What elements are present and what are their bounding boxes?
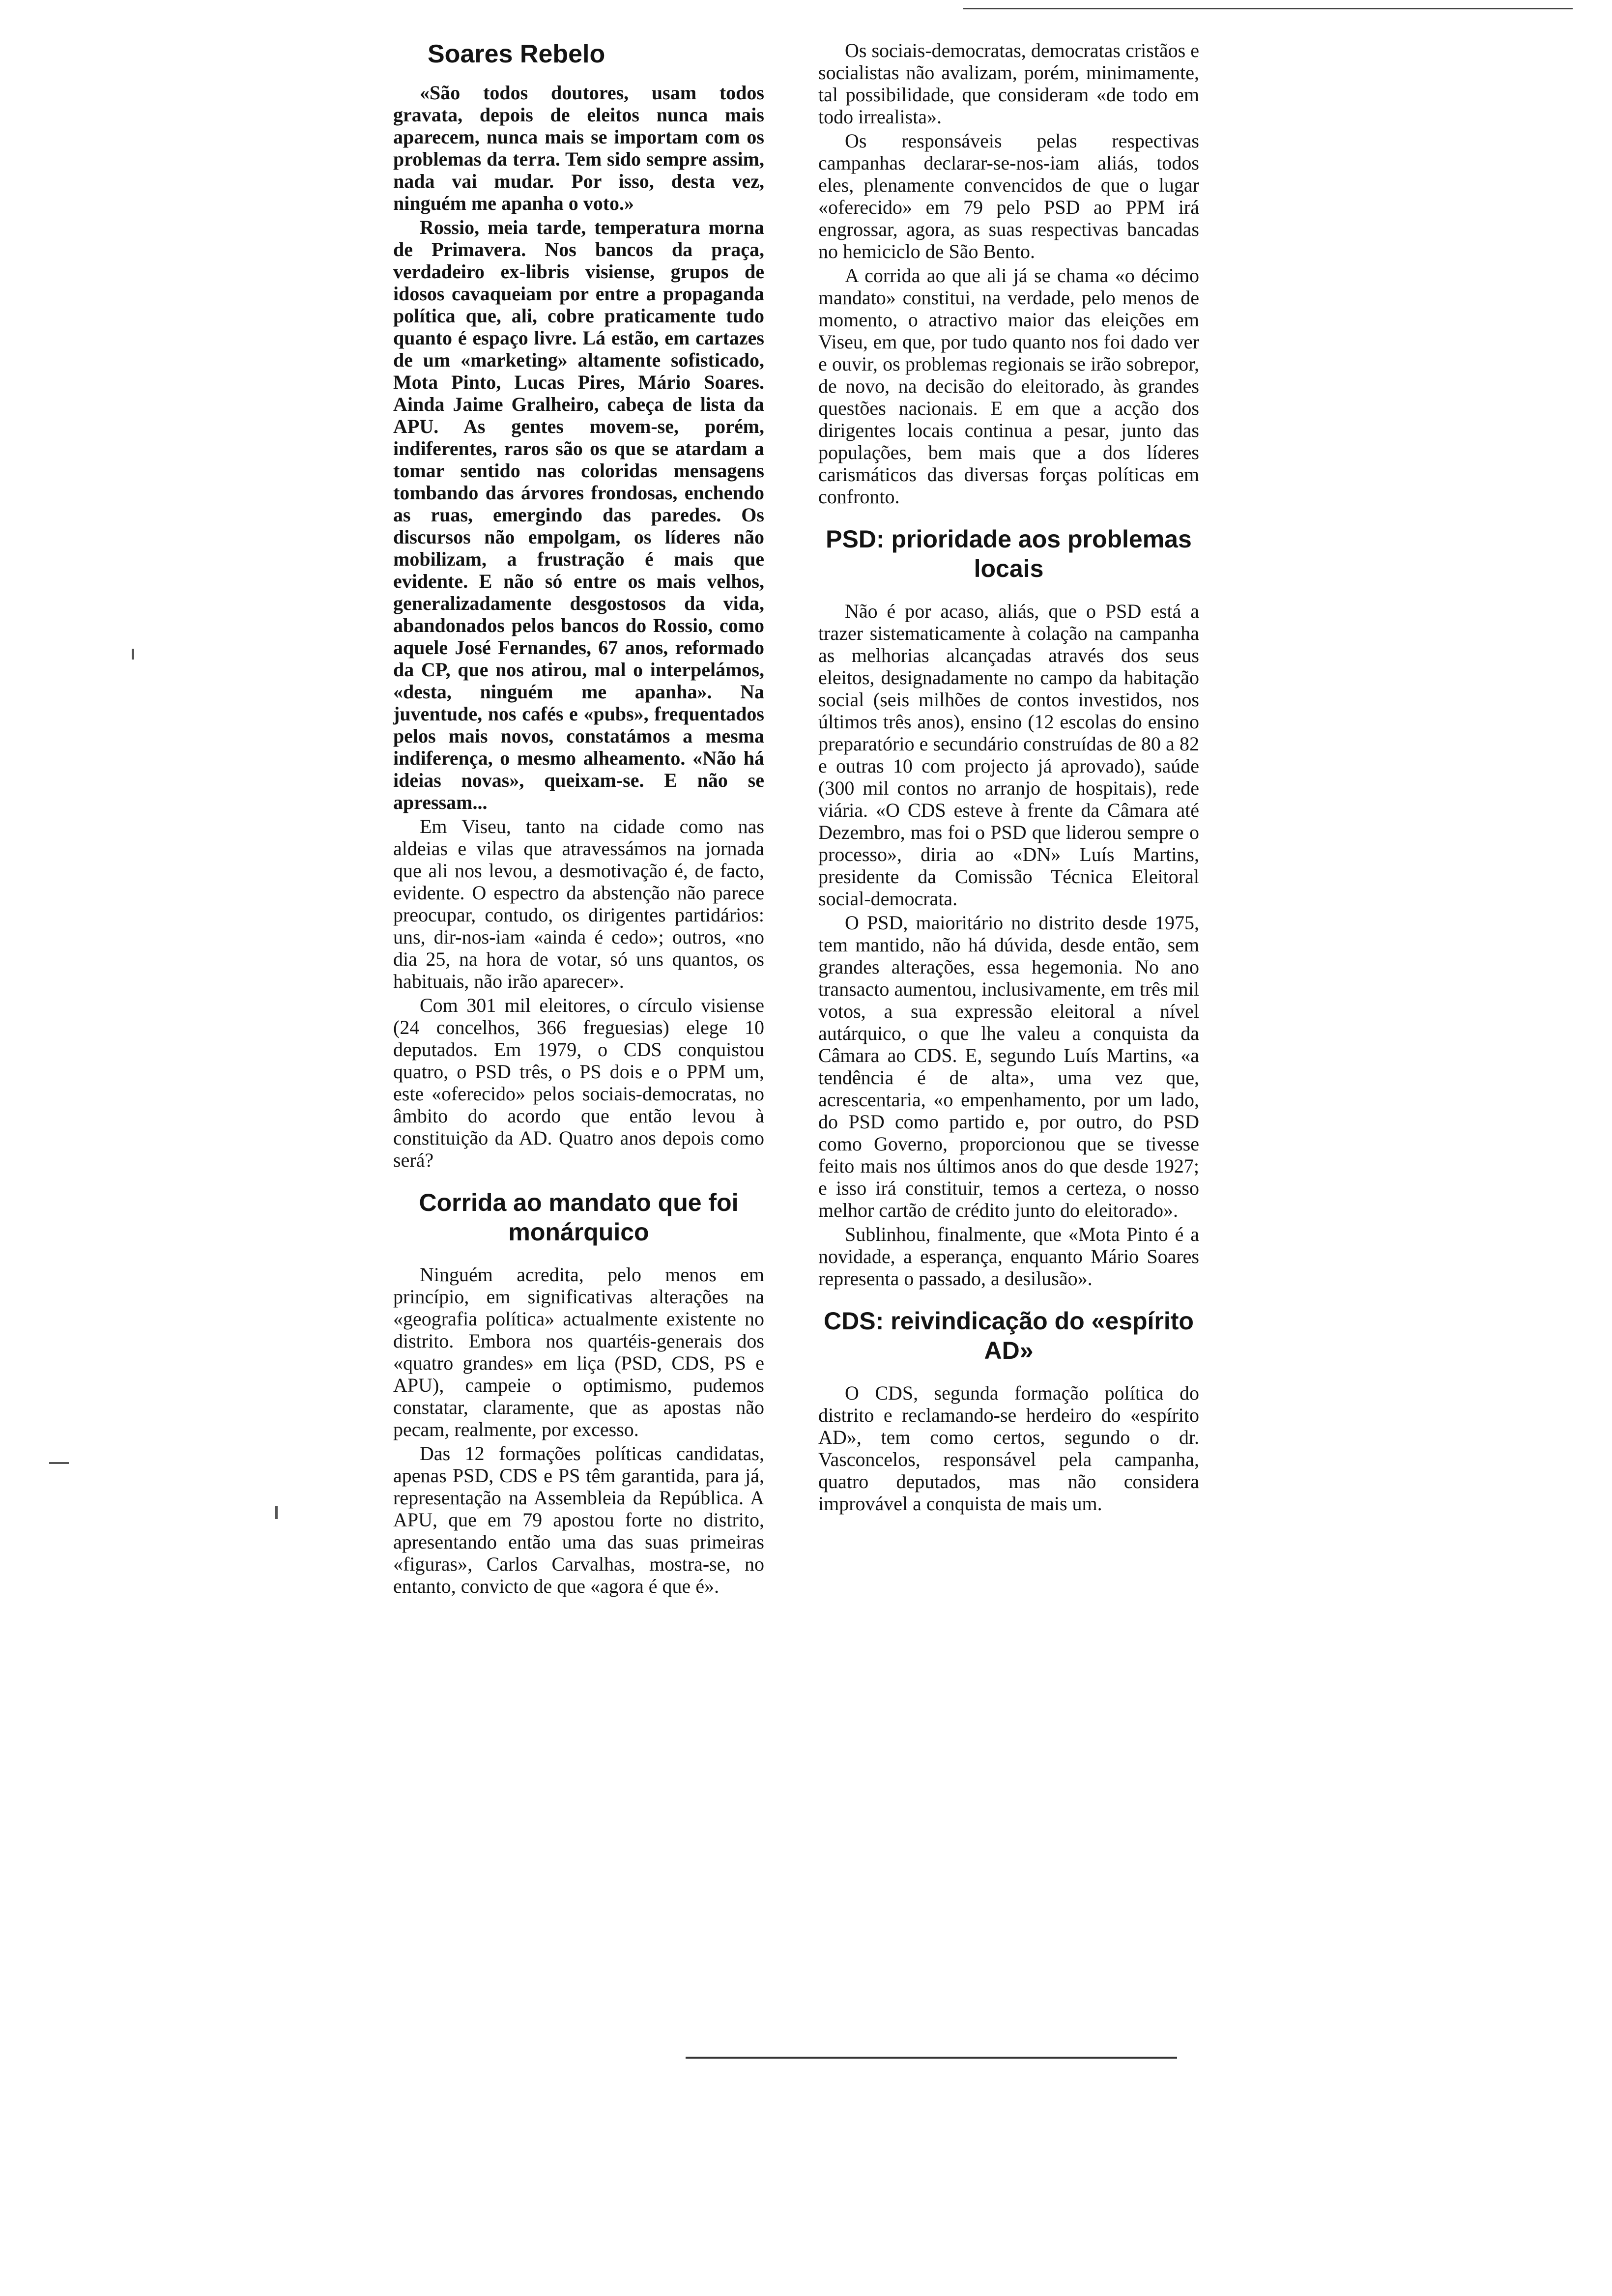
column-1 <box>393 39 764 1599</box>
bottom-rule <box>686 2057 1177 2059</box>
subheading: Corrida ao mandato que foi monárquico <box>419 1189 739 1246</box>
column-2 <box>818 39 1199 1517</box>
paragraph: Os responsáveis pelas respectivas campanhas declarar-se-nos-iam aliás, todos eles, plenamente convencidos de que o lugar «oferecido» em 79 pelo PSD ao PPM irá engrossar, agora, as suas respectivas bancadas no hemiciclo de São Bento. <box>818 130 1199 262</box>
paragraph: «São todos doutores, usam todos gravata, depois de eleitos nunca mais aparecem, nunca mais se importam com os problemas da terra. Tem sido sempre assim, nada vai mudar. Por isso, desta vez, ninguém me apanha o voto.» <box>393 82 764 214</box>
byline: Soares Rebelo <box>428 40 605 68</box>
scan-mark <box>275 1506 278 1519</box>
paragraph: Sublinhou, finalmente, que «Mota Pinto é a novidade, a esperança, enquanto Mário Soares representa o passado, a desilusão». <box>818 1223 1199 1290</box>
paragraph: A corrida ao que ali já se chama «o décimo mandato» constitui, na verdade, pelo menos de momento, o atractivo maior das eleições em Viseu, em que, por tudo quanto nos foi dado ver e ouvir, os problemas regionais se irão sobrepor, de novo, na decisão do eleitorado, às grandes questões nacionais. E em que a acção dos dirigentes locais continua a pesar, junto das populações, bem mais que a dos líderes carismáticos das diversas forças políticas em confronto. <box>818 264 1199 508</box>
paragraph: Não é por acaso, aliás, que o PSD está a trazer sistematicamente à colação na campanha as melhorias alcançadas através dos seus eleitos, designadamente no campo da habitação social (seis milhões de contos investidos, nos últimos três anos), ensino (12 escolas do ensino preparatório e secundário construídas de 80 a 82 e outras 10 com projecto já aprovado), saúde (300 mil contos no arranjo de hospitais), rede viária. «O CDS esteve à frente da Câmara até Dezembro, mas foi o PSD que liderou sempre o processo», diria ao «DN» Luís Martins, presidente da Comissão Técnica Eleitoral social-democrata. <box>818 600 1199 910</box>
paragraph: Com 301 mil eleitores, o círculo visiense (24 concelhos, 366 freguesias) elege 10 deputados. Em 1979, o CDS conquistou quatro, o PSD três, o PS dois e o PPM um, este «oferecido» pelos sociais-democratas, no âmbito do acordo que então levou à constituição da AD. Quatro anos depois como será? <box>393 994 764 1171</box>
top-rule <box>963 8 1573 9</box>
paragraph: Em Viseu, tanto na cidade como nas aldeias e vilas que atravessámos na jornada que ali nos levou, a desmotivação é, de facto, evidente. O espectro da abstenção não parece preocupar, contudo, os dirigentes partidários: uns, dir-nos-iam «ainda é cedo»; outros, «no dia 25, na hora de votar, só uns quantos, os habituais, não irão aparecer». <box>393 815 764 992</box>
scan-mark <box>132 649 134 660</box>
paragraph: Das 12 formações políticas candidatas, apenas PSD, CDS e PS têm garantida, para já, representação na Assembleia da República. A APU, que em 79 apostou forte no distrito, apresentando então uma das suas primeiras «figuras», Carlos Carvalhas, mostra-se, no entanto, convicto de que «agora é que é». <box>393 1442 764 1597</box>
paragraph: Ninguém acredita, pelo menos em princípio, em significativas alterações na «geografia política» actualmente existente no distrito. Embora nos quartéis-generais dos «quatro grandes» em liça (PSD, CDS, PS e APU), campeie o optimismo, pudemos constatar, claramente, que as apostas não pecam, realmente, por excesso. <box>393 1263 764 1440</box>
scan-mark <box>49 1462 69 1464</box>
subheading-psd: PSD: prioridade aos problemas locais <box>826 525 1192 582</box>
subheading-cds: CDS: reivindicação do «espírito AD» <box>824 1307 1194 1364</box>
paragraph: Os sociais-democratas, democratas cristãos e socialistas não avalizam, porém, minimamente, tal possibilidade, que consideram «de todo em todo irrealista». <box>818 39 1199 128</box>
paragraph: Rossio, meia tarde, temperatura morna de Primavera. Nos bancos da praça, verdadeiro ex-libris visiense, grupos de idosos cavaqueiam por entre a propaganda política que, ali, cobre praticamente tudo quanto é espaço livre. Lá estão, em cartazes de um «marketing» altamente sofisticado, Mota Pinto, Lucas Pires, Mário Soares. Ainda Jaime Gralheiro, cabeça de lista da APU. As gentes movem-se, porém, indiferentes, raros são os que se atardam a tomar sentido nas coloridas mensagens tombando das árvores frondosas, enchendo as ruas, emergindo das paredes. Os discursos não empolgam, os líderes não mobilizam, a frustração é mais que evidente. E não só entre os mais velhos, generalizadamente desgostosos da vida, abandonados pelos bancos do Rossio, como aquele José Fernandes, 67 anos, reformado da CP, que nos atirou, mal o interpelámos, «desta, ninguém me apanha». Na juventude, nos cafés e «pubs», frequentados pelos mais novos, constatámos a mesma indiferença, o mesmo alheamento. «Não há ideias novas», queixam-se. E não se apressam... <box>393 216 764 813</box>
paragraph: O PSD, maioritário no distrito desde 1975, tem mantido, não há dúvida, desde então, sem grandes alterações, essa hegemonia. No ano transacto aumentou, inclusivamente, em três mil votos, a sua expressão eleitoral a nível autárquico, o que lhe valeu a conquista da Câmara ao CDS. E, segundo Luís Martins, «a tendência é de alta», uma vez que, acrescentaria, «o empenhamento, por um lado, do PSD como partido e, por outro, do PSD como Governo, proporcionou que se tivesse feito mais nos últimos anos do que desde 1927; e isso irá constituir, temos a certeza, o nosso melhor cartão de crédito junto do eleitorado». <box>818 912 1199 1221</box>
paragraph: O CDS, segunda formação política do distrito e reclamando-se herdeiro do «espírito AD», tem como certos, segundo o dr. Vasconcelos, responsável pela campanha, quatro deputados, mas não considera improvável a conquista de mais um. <box>818 1382 1199 1515</box>
